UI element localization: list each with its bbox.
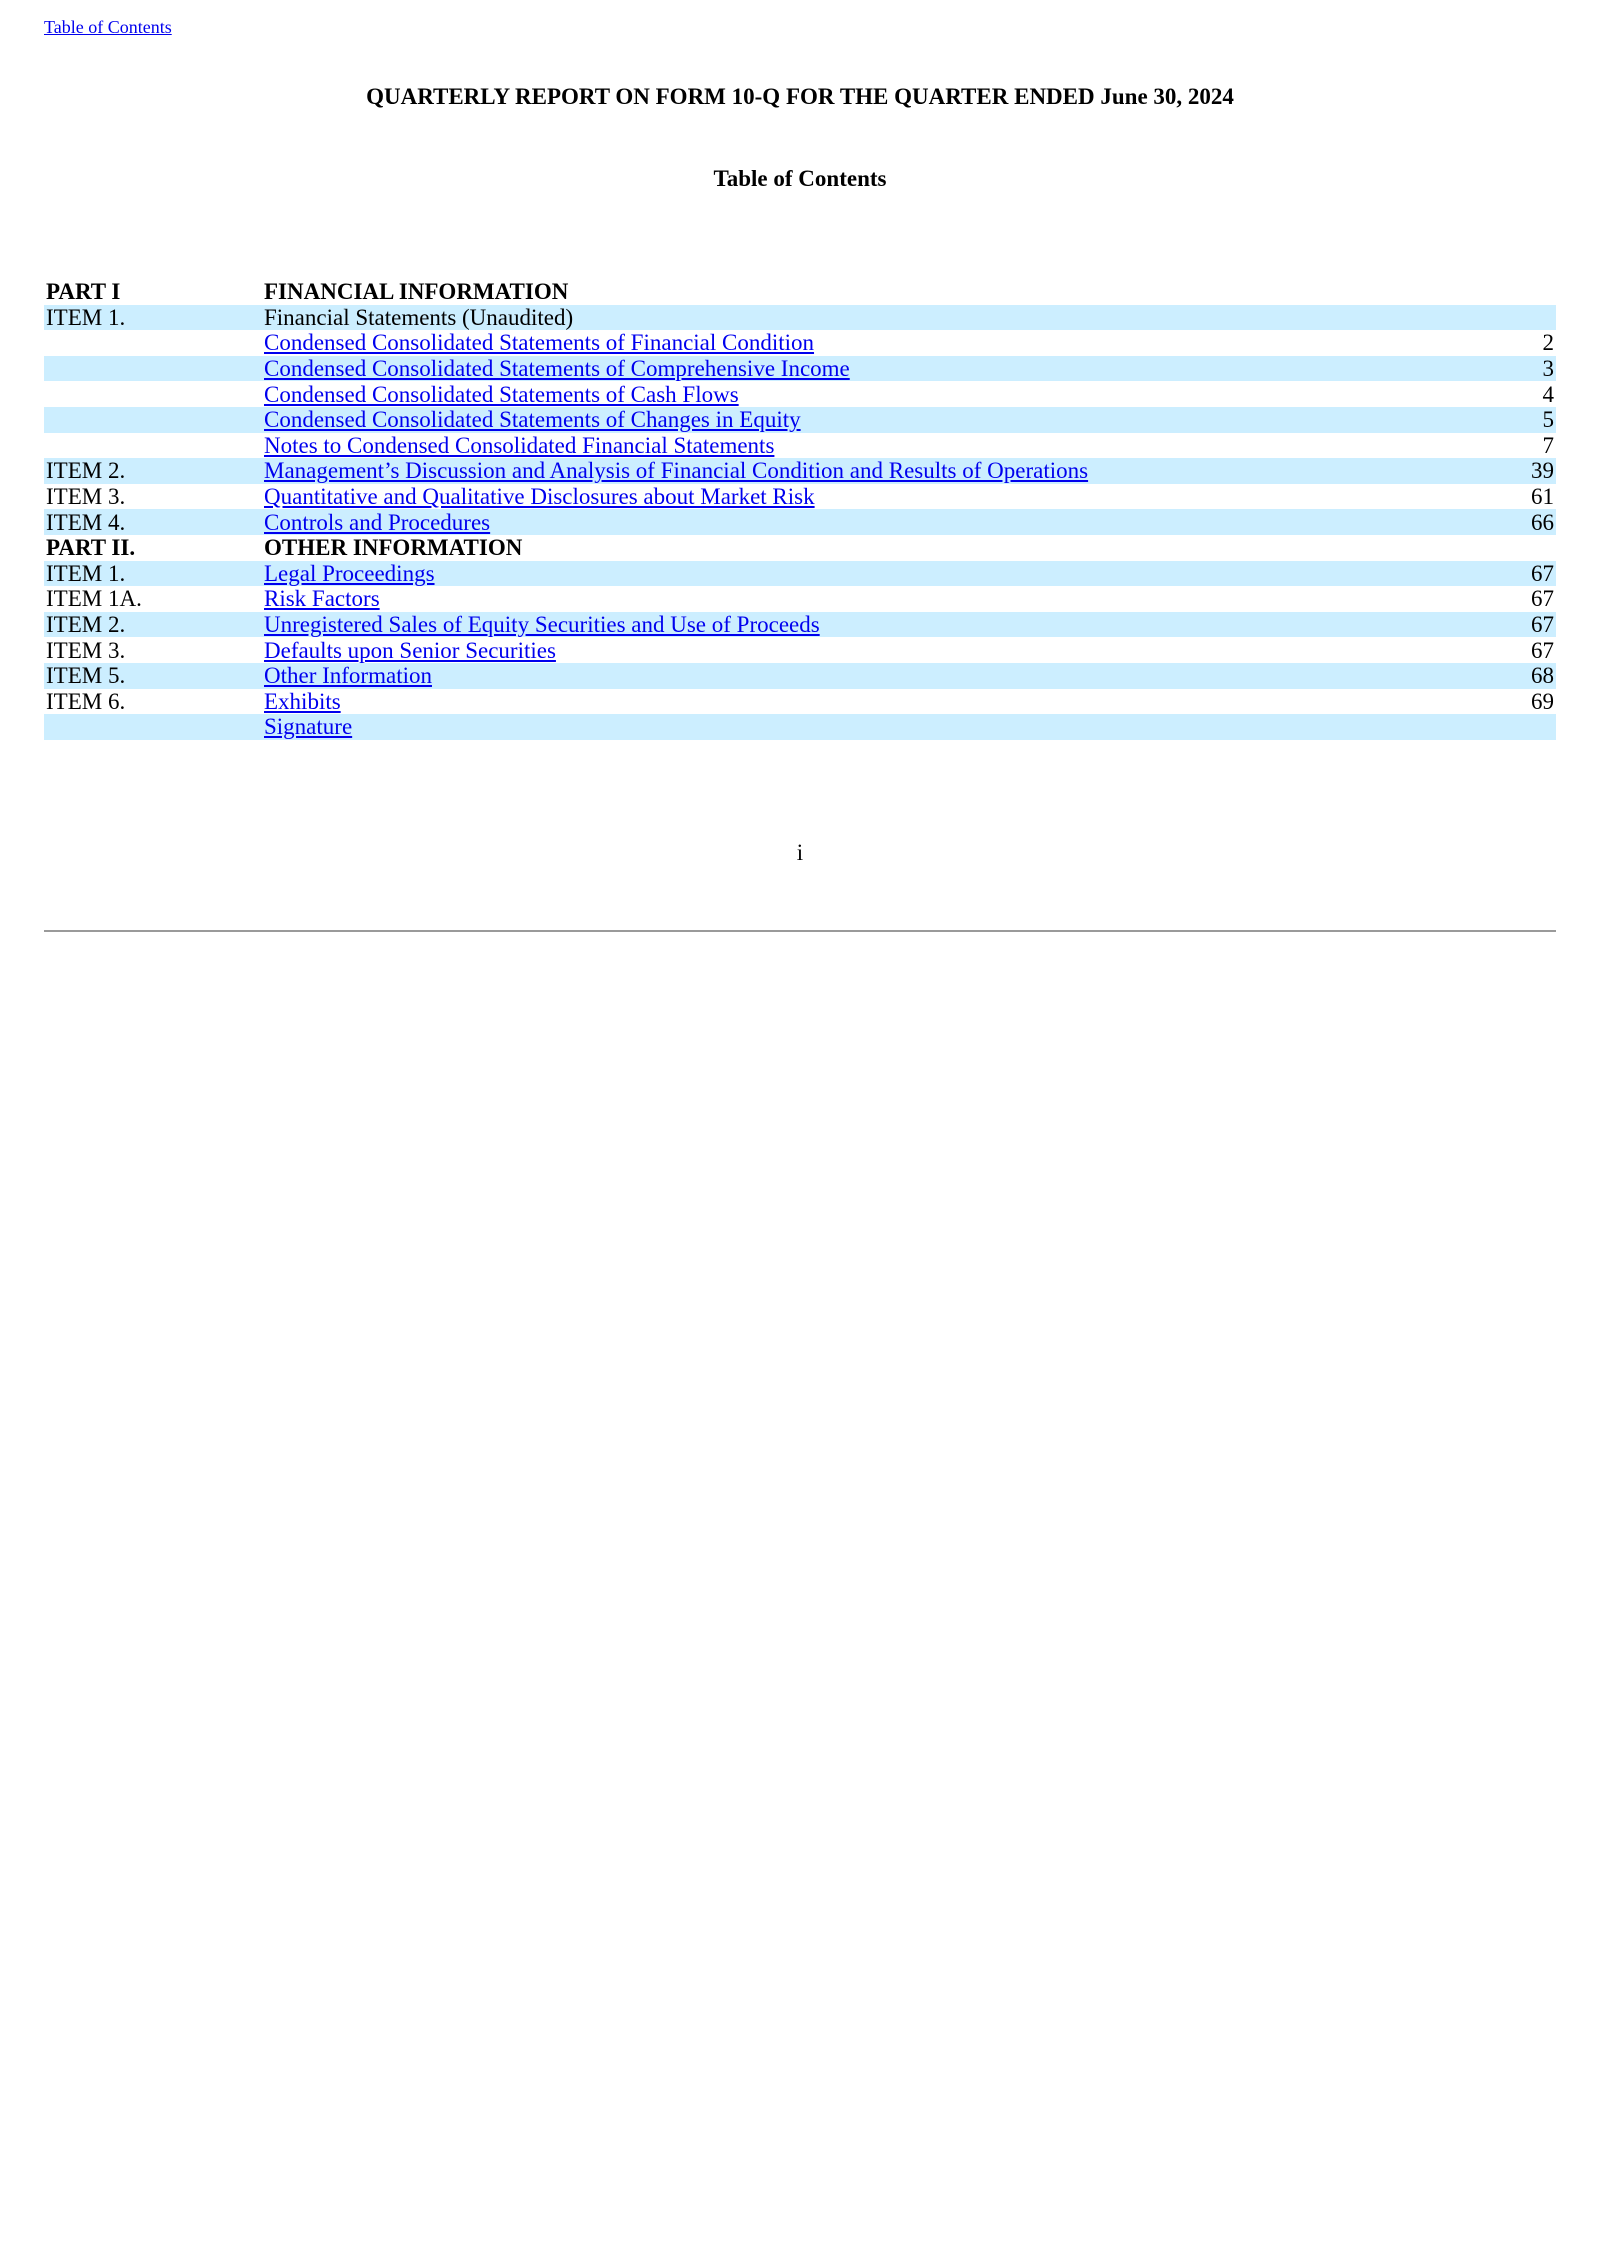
toc-row-part-1 (44, 279, 1556, 305)
toc-link-cash-flows[interactable]: Condensed Consolidated Statements of Cash Flows (264, 381, 739, 407)
toc-link-signature[interactable]: Signature (264, 714, 353, 740)
toc-row (44, 330, 1556, 356)
toc-page-number: 2 (1542, 330, 1554, 356)
toc-row (44, 689, 1556, 715)
toc-page-number: 66 (1531, 509, 1554, 535)
toc-item-label: ITEM 3. (46, 637, 126, 663)
toc-page-number: 67 (1531, 560, 1554, 586)
toc-link-comprehensive-income[interactable]: Condensed Consolidated Statements of Comprehensive Income (264, 356, 850, 382)
toc-page-number: 67 (1531, 637, 1554, 663)
toc-link-other-information[interactable]: Other Information (264, 663, 432, 689)
toc-item-label: ITEM 1. (46, 304, 126, 330)
toc-page-number: 39 (1531, 458, 1554, 484)
toc-row (44, 356, 1556, 382)
toc-link-mda[interactable]: Management’s Discussion and Analysis of Financial Condition and Results of Operations (264, 458, 1089, 484)
toc-item-label: ITEM 1. (46, 560, 126, 586)
toc-page-number: 7 (1542, 432, 1554, 458)
toc-item-label: ITEM 4. (46, 509, 126, 535)
toc-row (44, 714, 1556, 740)
toc-row (44, 484, 1556, 510)
toc-link-controls[interactable]: Controls and Procedures (264, 509, 491, 535)
toc-page-number: 67 (1531, 612, 1554, 638)
toc-row (44, 509, 1556, 535)
toc-heading: Table of Contents (713, 166, 887, 191)
toc-item-label: ITEM 2. (46, 612, 126, 638)
page-divider (44, 930, 1556, 932)
toc-link-risk-factors[interactable]: Risk Factors (264, 586, 380, 612)
toc-row-part-2 (44, 535, 1556, 561)
toc-page-number: 4 (1542, 381, 1554, 407)
toc-page-number: 68 (1531, 663, 1554, 689)
toc-row (44, 612, 1556, 638)
toc-page-number: 61 (1531, 484, 1554, 510)
table-of-contents-link[interactable]: Table of Contents (44, 17, 172, 37)
toc-link-market-risk[interactable]: Quantitative and Qualitative Disclosures about Market Risk (264, 484, 815, 510)
page-number: i (796, 840, 804, 865)
toc-row (44, 407, 1556, 433)
toc-page-number: 3 (1542, 356, 1554, 382)
toc-row (44, 663, 1556, 689)
toc-table (44, 279, 1556, 740)
toc-link-defaults[interactable]: Defaults upon Senior Securities (264, 637, 556, 663)
toc-item-label: PART II. (46, 535, 136, 561)
toc-link-financial-condition[interactable]: Condensed Consolidated Statements of Financial Condition (264, 330, 815, 356)
toc-link-legal-proceedings[interactable]: Legal Proceedings (264, 560, 435, 586)
toc-row (44, 586, 1556, 612)
toc-item-label: ITEM 3. (46, 484, 126, 510)
toc-item-label: ITEM 2. (46, 458, 126, 484)
toc-section-title: Financial Statements (Unaudited) (264, 304, 574, 330)
toc-link-changes-in-equity[interactable]: Condensed Consolidated Statements of Changes in Equity (264, 407, 801, 433)
toc-item-label: PART I (46, 279, 121, 305)
toc-row (44, 561, 1556, 587)
report-title: QUARTERLY REPORT ON FORM 10-Q FOR THE QUARTER ENDED June 30, 2024 (366, 84, 1234, 109)
toc-row (44, 433, 1556, 459)
toc-row (44, 637, 1556, 663)
toc-page-number: 69 (1531, 688, 1554, 714)
toc-link-exhibits[interactable]: Exhibits (264, 688, 341, 714)
toc-item-label: ITEM 6. (46, 688, 126, 714)
toc-row (44, 458, 1556, 484)
toc-page-number: 67 (1531, 586, 1554, 612)
toc-item-label: ITEM 5. (46, 663, 126, 689)
toc-row (44, 381, 1556, 407)
toc-section-title: FINANCIAL INFORMATION (264, 279, 569, 305)
toc-row (44, 305, 1556, 331)
toc-section-title: OTHER INFORMATION (264, 535, 523, 561)
toc-link-unregistered-sales[interactable]: Unregistered Sales of Equity Securities and Use of Proceeds (264, 612, 820, 638)
toc-page-number: 5 (1542, 407, 1554, 433)
toc-item-label: ITEM 1A. (46, 586, 142, 612)
toc-link-notes[interactable]: Notes to Condensed Consolidated Financial Statements (264, 432, 775, 458)
